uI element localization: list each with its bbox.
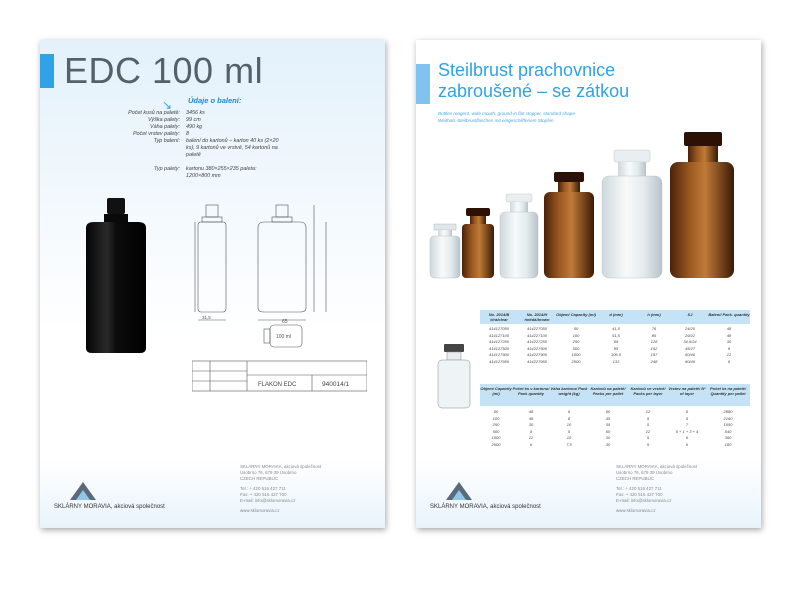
table-cell: 34,5/24 — [683, 339, 697, 344]
reagent-bottles-page — [416, 40, 761, 528]
table-cell: 60/46 — [684, 352, 695, 357]
table-cell: 5 — [646, 435, 650, 440]
table-header-cell: Počet ks na paletě/ Quantity per pallet — [709, 386, 746, 396]
table-cell: 2160 — [723, 415, 733, 421]
table-cell: 106,5 — [610, 352, 621, 357]
table-cell: 540 — [724, 428, 732, 434]
table-cell: 5 — [646, 422, 650, 427]
table-cell: 85 — [613, 345, 619, 351]
dim-height-label: 31,5 — [202, 315, 211, 320]
table-cell: 500 — [492, 428, 500, 434]
company-logo-icon — [68, 480, 98, 502]
table-cell: 250 — [492, 422, 500, 427]
table-header-cell: No. 2014/H hnědá/brown — [524, 312, 550, 322]
table-cell: 60/46 — [684, 358, 695, 364]
title-block-number: 940014/1 — [322, 381, 350, 388]
table-cell: 414227900 — [526, 352, 548, 357]
table-cell: 250 — [572, 339, 580, 344]
table-cell: 5 — [567, 428, 571, 434]
page-title: EDC 100 ml — [64, 50, 264, 91]
table-cell: 414227050 — [526, 326, 548, 331]
drawing-volume-label: 100 ml — [276, 334, 292, 340]
clear-bottle-50ml — [430, 224, 460, 278]
table-cell: 1050 — [723, 422, 733, 427]
table-cell: 35 — [605, 422, 611, 427]
amber-bottle-100ml — [462, 208, 494, 278]
table-cell: 60 — [605, 428, 611, 434]
table-cell: 48 — [528, 415, 534, 421]
table-header-cell: Váha kartonu/ Pack weight (kg) — [550, 386, 588, 396]
page-title: Steilbrust prachovnice zabroušené – se zátkou — [438, 60, 630, 101]
table-cell: 1000 — [571, 352, 581, 357]
table-cell: 60 — [605, 409, 611, 414]
company-name: SKLÁRNY MORAVIA, akciová společnost — [430, 504, 541, 510]
footer-contact: SKLÁRNY MORAVIA, akciová společnost Úsobrno 76, 679 39 Úsobrno CZECH REPUBLIC Tel.: + 420 516 427 711 Fax: + 420 516 427 700 E-mail: info@sklomoravia.cz www.sklomoravia.cz — [240, 464, 322, 513]
table-cell: 7,5 — [566, 441, 572, 447]
footer-contact: SKLÁRNY MORAVIA, akciová společnost Úsobrno 76, 679 39 Úsobrno CZECH REPUBLIC Tel.: + 420 516 427 711 Fax: + 420 516 427 700 E-mail: info@sklomoravia.cz www.sklomoravia.cz — [616, 464, 698, 513]
clear-bottle-1000ml — [602, 150, 662, 278]
table-header-cell: Kartonů na paletě/ Packs per pallet — [590, 386, 626, 396]
packaging-table — [480, 384, 750, 454]
table-cell: 414127950 — [488, 358, 510, 364]
table-cell: 180 — [724, 441, 732, 447]
table-cell: 48 — [726, 332, 732, 338]
table-cell: 12 — [645, 428, 651, 434]
table-cell: 12 — [726, 352, 732, 357]
table-cell: 5 — [685, 415, 689, 421]
table-header-cell: h (mm) — [647, 312, 661, 317]
table-cell: 162 — [650, 345, 658, 351]
table-cell: 45/27 — [684, 345, 695, 351]
amber-bottle-500ml — [544, 172, 594, 278]
table-header-cell: d (mm) — [609, 312, 623, 317]
table-cell: 197 — [650, 352, 658, 357]
table-cell: 50 — [573, 326, 579, 331]
reagent-bottles-image — [426, 132, 736, 282]
table-cell: 360 — [724, 435, 732, 440]
table-cell: 10 — [566, 435, 572, 440]
table-cell: 7 — [685, 422, 689, 427]
table-cell: 133 — [612, 358, 620, 364]
table-header-cell: Vrstev na paletě/ Nº of layer — [668, 386, 706, 396]
clear-bottle-250ml — [500, 194, 538, 278]
table-cell: 100 — [572, 332, 580, 338]
spec-list: Počet kusů na paletě: 3456 ks Výška palety: 99 cm Váha palety: 490 kg Počet vrstev palety: 8 Typ balení: balení do kartonů – karton 40 ks (2×20 ks), 9 kartonů ve vrstvě, 54 kartonů na paletě Typ palety: kartonu 380×255×235 paleta: 1200×800 mm — [128, 110, 279, 179]
table-cell: 69 — [613, 339, 619, 344]
table-cell: 2000 — [571, 358, 581, 364]
table-cell: 414127050 — [488, 326, 510, 331]
table-header-cell: No. 2014/B čirá/clear — [488, 312, 510, 322]
table-cell: 248 — [650, 358, 658, 364]
title-accent-bar — [416, 64, 430, 104]
table-cell: 5 — [646, 441, 650, 447]
table-cell: 414127500 — [488, 345, 510, 351]
table-cell: 48 — [528, 409, 534, 414]
table-cell: 9 — [727, 345, 731, 351]
table-cell: 1000 — [491, 435, 501, 440]
table-cell: 50 — [493, 409, 499, 414]
table-cell: 85 — [651, 332, 657, 338]
table-cell: 414227100 — [526, 332, 548, 338]
table-cell: 10 — [566, 422, 572, 427]
product-table — [480, 310, 750, 370]
arrow-icon: ↘ — [162, 98, 173, 112]
page-subtitle: Bottles reagent, wide mouth, ground-in flat stopper, standard shape Weithals-Steilbrustflaschen mit eingeschliffenem Stopfen — [438, 111, 575, 123]
title-accent-bar — [40, 54, 54, 88]
table-cell: 2880 — [723, 409, 733, 414]
dim-width-label: 65 — [282, 319, 288, 325]
table-cell: 414127100 — [488, 332, 510, 338]
company-logo-icon — [444, 480, 474, 502]
table-cell: 5 + 1 + 3 + 4 — [675, 428, 699, 434]
table-cell: 30 — [605, 441, 611, 447]
table-cell: 6 — [685, 441, 689, 447]
table-cell: 128 — [650, 339, 658, 344]
table-cell: 45 — [605, 415, 611, 421]
table-cell: 30 — [528, 422, 534, 427]
table-header-cell: Kartonů ve vrstvě/ Packs per layer — [630, 386, 666, 396]
spec-heading: Údaje o balení: — [188, 96, 242, 105]
table-cell: 9 — [529, 428, 533, 434]
table-cell: 12 — [528, 435, 534, 440]
table-cell: 6 — [529, 441, 533, 447]
table-cell: 12 — [645, 409, 651, 414]
table-cell: 30 — [726, 339, 732, 344]
table-cell: 414227250 — [526, 339, 548, 344]
table-header-cell: Objem/ Capacity (ml) — [556, 312, 596, 317]
table-header-cell: SJ — [687, 312, 693, 317]
table-cell: 24/20 — [684, 326, 695, 331]
amber-bottle-2000ml — [670, 132, 734, 278]
technical-drawing — [192, 195, 367, 395]
table-header-cell: Balení/ Pack. quantity — [708, 312, 750, 317]
table-cell: 76 — [651, 326, 657, 331]
table-cell: 5 — [685, 409, 689, 414]
table-cell: 6 — [685, 435, 689, 440]
table-cell: 414227500 — [526, 345, 548, 351]
black-bottle-image — [80, 198, 152, 354]
table-cell: 414127250 — [488, 339, 510, 344]
bottle-outline-drawing — [434, 342, 474, 412]
table-cell: 2000 — [491, 441, 501, 447]
table-cell: 51,5 — [612, 332, 620, 338]
company-name: SKLÁRNY MORAVIA, akciová společnost — [54, 504, 165, 510]
table-header-cell: Počet ks v kartonu/ Pack quantity — [512, 386, 550, 396]
table-cell: 30 — [605, 435, 611, 440]
table-cell: 100 — [492, 415, 500, 421]
table-cell: 9 — [646, 415, 650, 421]
table-cell: 6 — [727, 358, 731, 364]
table-header-cell: Objem/ Capacity (ml) — [480, 386, 512, 396]
table-cell: 8 — [567, 415, 571, 421]
title-block-name: FLAKON EDC — [258, 382, 297, 388]
table-cell: 48 — [726, 326, 732, 331]
table-cell: 414127900 — [488, 352, 510, 357]
table-cell: 41,5 — [612, 326, 620, 331]
edc-100ml-page — [40, 40, 385, 528]
table-cell: 414227950 — [526, 358, 548, 364]
table-cell: 29/22 — [684, 332, 695, 338]
table-cell: 6 — [567, 409, 571, 414]
table-cell: 500 — [572, 345, 580, 351]
